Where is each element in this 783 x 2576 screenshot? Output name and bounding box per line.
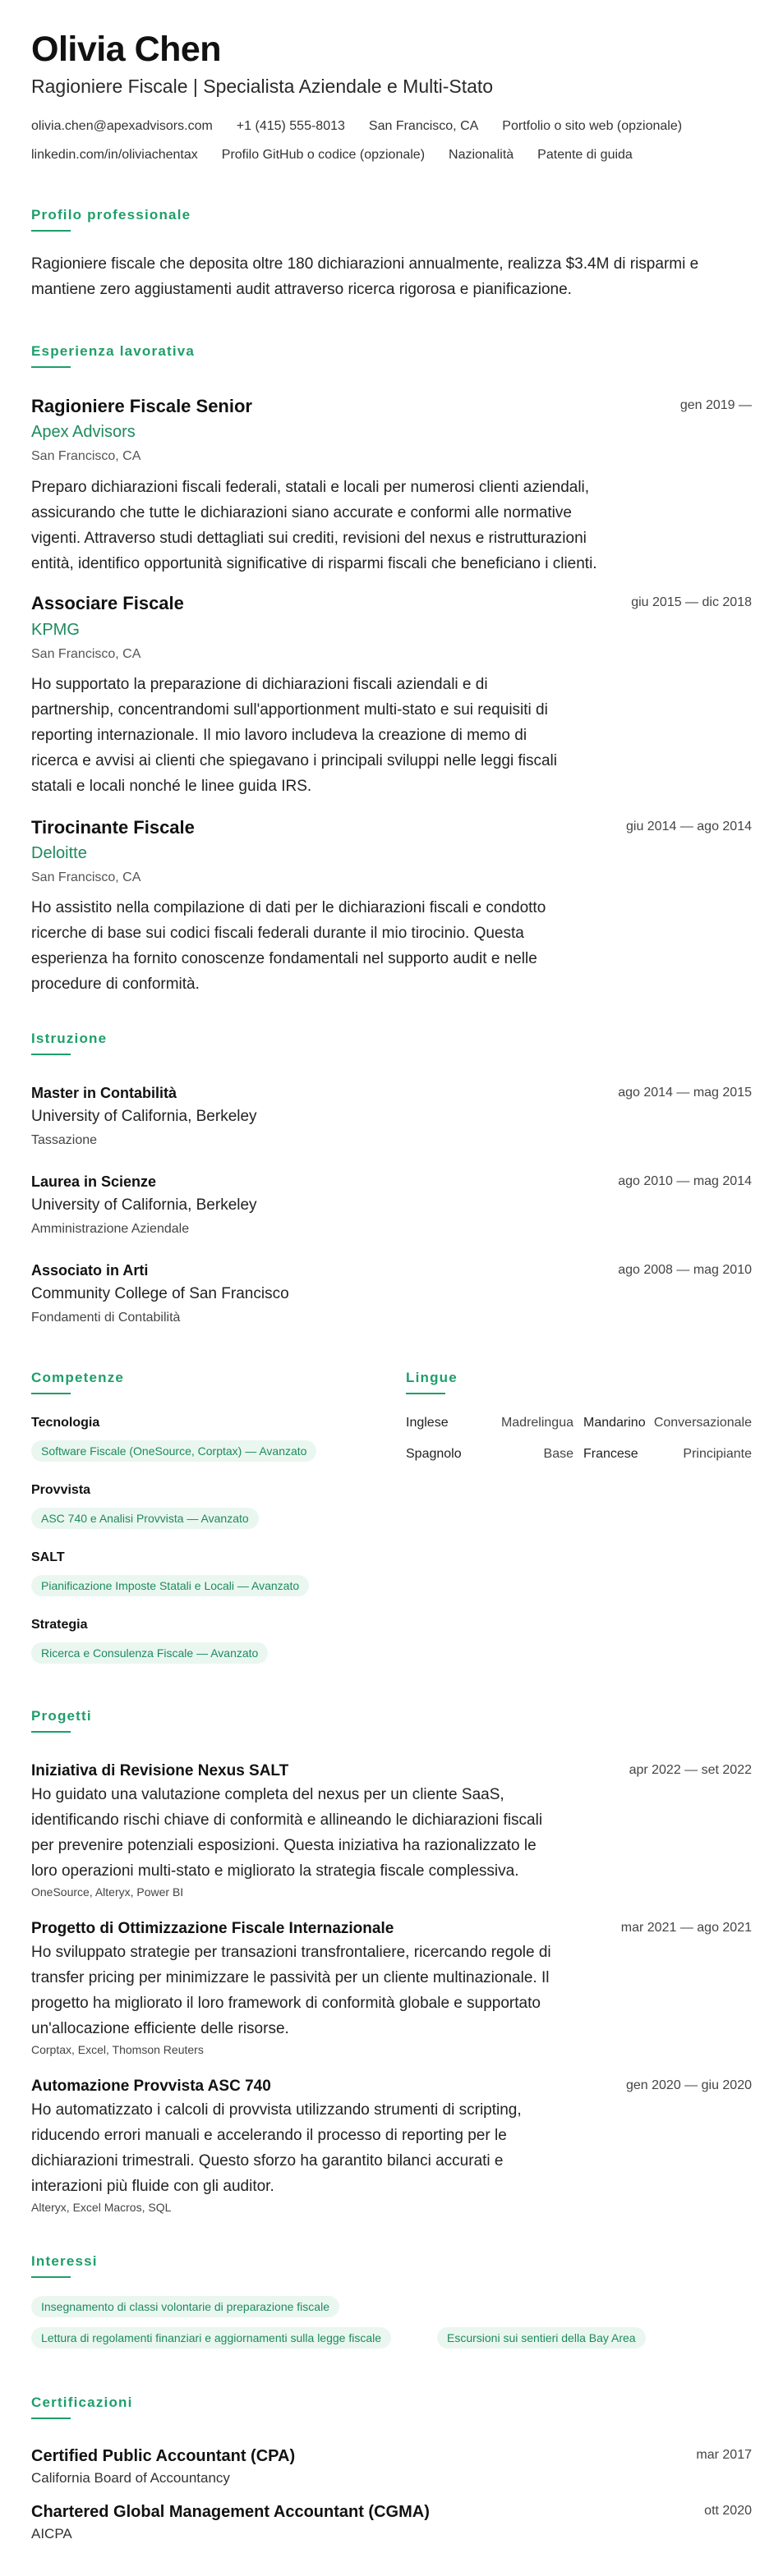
edu-school: University of California, Berkeley [31, 1108, 257, 1125]
projects-section-rule [31, 1731, 71, 1733]
job-title: Ragioniere Fiscale Senior [31, 396, 252, 416]
job-title: Tirocinante Fiscale [31, 817, 195, 838]
job-company: KPMG [31, 621, 80, 639]
job-location: San Francisco, CA [31, 449, 141, 463]
job-location: San Francisco, CA [31, 870, 141, 884]
job-dates: giu 2015 — dic 2018 [631, 595, 752, 609]
job-description: Ho assistito nella compilazione di dati per le dichiarazioni fiscali e condotto ricerche di base sui codici fiscali federali durante il mio tirocinio. Questa esperienza ha fornito conoscenze fondamentali nel supporto audit e nelle procedure di conformità. [31, 899, 546, 993]
interests-section-title: Interessi [31, 2253, 98, 2269]
interest-chip: Lettura di regolamenti finanziari e aggiornamenti sulla legge fiscale [31, 2327, 391, 2349]
language-name: Spagnolo [406, 1447, 462, 1461]
interest-chip: Insegnamento di classi volontarie di preparazione fiscale [31, 2296, 339, 2317]
edu-field: Amministrazione Aziendale [31, 1222, 190, 1236]
edu-dates: ago 2014 — mag 2015 [618, 1086, 752, 1100]
job-company: Deloitte [31, 844, 87, 862]
skill-category: SALT [31, 1550, 65, 1564]
contact-linkedin[interactable]: linkedin.com/in/oliviachentax [31, 148, 198, 162]
job-company: Apex Advisors [31, 423, 136, 441]
contact-license: Patente di guida [537, 148, 633, 162]
language-level: Principiante [683, 1447, 752, 1461]
edu-field: Tassazione [31, 1133, 98, 1147]
experience-section-title: Esperienza lavorativa [31, 343, 196, 359]
job-title: Associare Fiscale [31, 593, 184, 613]
skills-section-title: Competenze [31, 1370, 125, 1385]
job-dates: gen 2019 — [679, 398, 752, 412]
education-section-title: Istruzione [31, 1031, 108, 1046]
project-dates: apr 2022 — set 2022 [629, 1763, 752, 1777]
project-tools: Corptax, Excel, Thomson Reuters [31, 2043, 204, 2056]
languages-section-title: Lingue [406, 1370, 458, 1385]
skill-category: Tecnologia [31, 1416, 100, 1430]
edu-dates: ago 2008 — mag 2010 [618, 1263, 752, 1277]
skill-category: Strategia [31, 1618, 88, 1632]
job-dates: giu 2014 — ago 2014 [625, 820, 752, 833]
contact-row-1 [31, 119, 706, 134]
project-description: Ho automatizzato i calcoli di provvista utilizzando strumenti di scripting, riducendo errori manuali e accelerando il processo di reporting per le dichiarazioni trimestrali. Questo sforzo ha garantito bilanci accurati e interazioni più fluide con gli auditor. [31, 2101, 522, 2195]
contact-portfolio[interactable]: Portfolio o sito web (opzionale) [502, 119, 683, 133]
edu-dates: ago 2010 — mag 2014 [618, 1174, 752, 1188]
language-level: Base [543, 1447, 573, 1461]
project-description: Ho guidato una valutazione completa del nexus per un cliente SaaS, identificando rischi chiave di conformità e allineando le dichiarazioni fiscali per prevenire potenziali esposizioni. Questa iniziativa ha razionalizzato le loro operazioni multi-stato e migliorato la strategia fiscale complessiva. [31, 1786, 543, 1880]
profile-section-title: Profilo professionale [31, 207, 191, 223]
language-name: Inglese [406, 1416, 449, 1430]
certifications-section-title: Certificazioni [31, 2395, 133, 2410]
projects-section-title: Progetti [31, 1708, 92, 1724]
skill-chip: Ricerca e Consulenza Fiscale — Avanzato [31, 1642, 268, 1664]
cert-name: Chartered Global Management Accountant (CGMA) [31, 2503, 430, 2521]
candidate-name: Olivia Chen [31, 30, 222, 69]
cert-name: Certified Public Accountant (CPA) [31, 2447, 296, 2465]
job-location: San Francisco, CA [31, 647, 141, 661]
project-dates: mar 2021 — ago 2021 [620, 1921, 752, 1935]
edu-school: Community College of San Francisco [31, 1285, 289, 1302]
contact-row-2 [31, 148, 656, 163]
education-section-rule [31, 1054, 71, 1055]
interest-chip: Escursioni sui sentieri della Bay Area [437, 2327, 646, 2349]
project-title: Iniziativa di Revisione Nexus SALT [31, 1762, 289, 1779]
contact-nationality: Nazionalità [449, 148, 514, 162]
interests-section-rule [31, 2276, 71, 2278]
languages-section-rule [406, 1393, 445, 1394]
skill-category: Provvista [31, 1483, 91, 1497]
cert-date: ott 2020 [704, 2504, 752, 2518]
project-title: Automazione Provvista ASC 740 [31, 2078, 271, 2095]
language-level: Conversazionale [653, 1416, 752, 1430]
skills-section-rule [31, 1393, 71, 1394]
experience-section-rule [31, 366, 71, 368]
edu-school: University of California, Berkeley [31, 1196, 257, 1214]
candidate-headline: Ragioniere Fiscale | Specialista Aziendale e Multi-Stato [31, 76, 494, 97]
profile-section-rule [31, 230, 71, 232]
language-name: Mandarino [583, 1416, 646, 1430]
edu-degree: Associato in Arti [31, 1262, 149, 1279]
profile-summary: Ragioniere fiscale che deposita oltre 180 dichiarazioni annualmente, realizza $3.4M di risparmi e mantiene zero aggiustamenti audit attraverso ricerca rigorosa e pianificazione. [31, 255, 699, 298]
edu-degree: Laurea in Scienze [31, 1173, 157, 1190]
certifications-section-rule [31, 2418, 71, 2419]
cert-issuer: AICPA [31, 2526, 72, 2542]
cert-issuer: California Board of Accountancy [31, 2470, 230, 2486]
contact-location: San Francisco, CA [368, 119, 479, 133]
skill-chip: Software Fiscale (OneSource, Corptax) — Avanzato [31, 1440, 316, 1462]
contact-phone[interactable]: +1 (415) 555-8013 [236, 119, 345, 133]
contact-github[interactable]: Profilo GitHub o codice (opzionale) [221, 148, 426, 162]
job-description: Ho supportato la preparazione di dichiarazioni fiscali aziendali e di partnership, concentrandomi sull'apportionment multi-stato e sui requisiti di reporting internazionale. Il mio lavoro includeva la creazione di memo di ricerca e avvisi ai clienti che spiegavano i principali sviluppi nelle leggi fiscali statali e locali nonché le linee guida IRS. [31, 676, 557, 795]
contact-email[interactable]: olivia.chen@apexadvisors.com [31, 119, 213, 133]
edu-field: Fondamenti di Contabilità [31, 1311, 181, 1325]
cert-date: mar 2017 [696, 2448, 752, 2462]
project-tools: Alteryx, Excel Macros, SQL [31, 2201, 172, 2214]
skill-chip: ASC 740 e Analisi Provvista — Avanzato [31, 1508, 259, 1529]
skill-chip: Pianificazione Imposte Statali e Locali — Avanzato [31, 1575, 309, 1596]
language-name: Francese [583, 1447, 638, 1461]
project-dates: gen 2020 — giu 2020 [625, 2078, 752, 2092]
project-title: Progetto di Ottimizzazione Fiscale Internazionale [31, 1920, 394, 1937]
edu-degree: Master in Contabilità [31, 1085, 177, 1101]
project-tools: OneSource, Alteryx, Power BI [31, 1885, 184, 1899]
job-description: Preparo dichiarazioni fiscali federali, statali e locali per numerosi clienti aziendali, assicurando che tutte le dichiarazioni siano accurate e conformi alle normative vigenti. Attraverso studi dettagliati sui crediti, revisioni del nexus e ristrutturazioni entità, identifico opportunità significative di risparmi fiscali che beneficiano i clienti. [31, 479, 597, 572]
language-level: Madrelingua [500, 1416, 573, 1430]
project-description: Ho sviluppato strategie per transazioni transfrontaliere, ricercando regole di transfer pricing per minimizzare le passività per un cliente multinazionale. Il progetto ha migliorato il loro framework di conformità globale e supportato un'allocazione efficiente delle risorse. [31, 1944, 551, 2037]
